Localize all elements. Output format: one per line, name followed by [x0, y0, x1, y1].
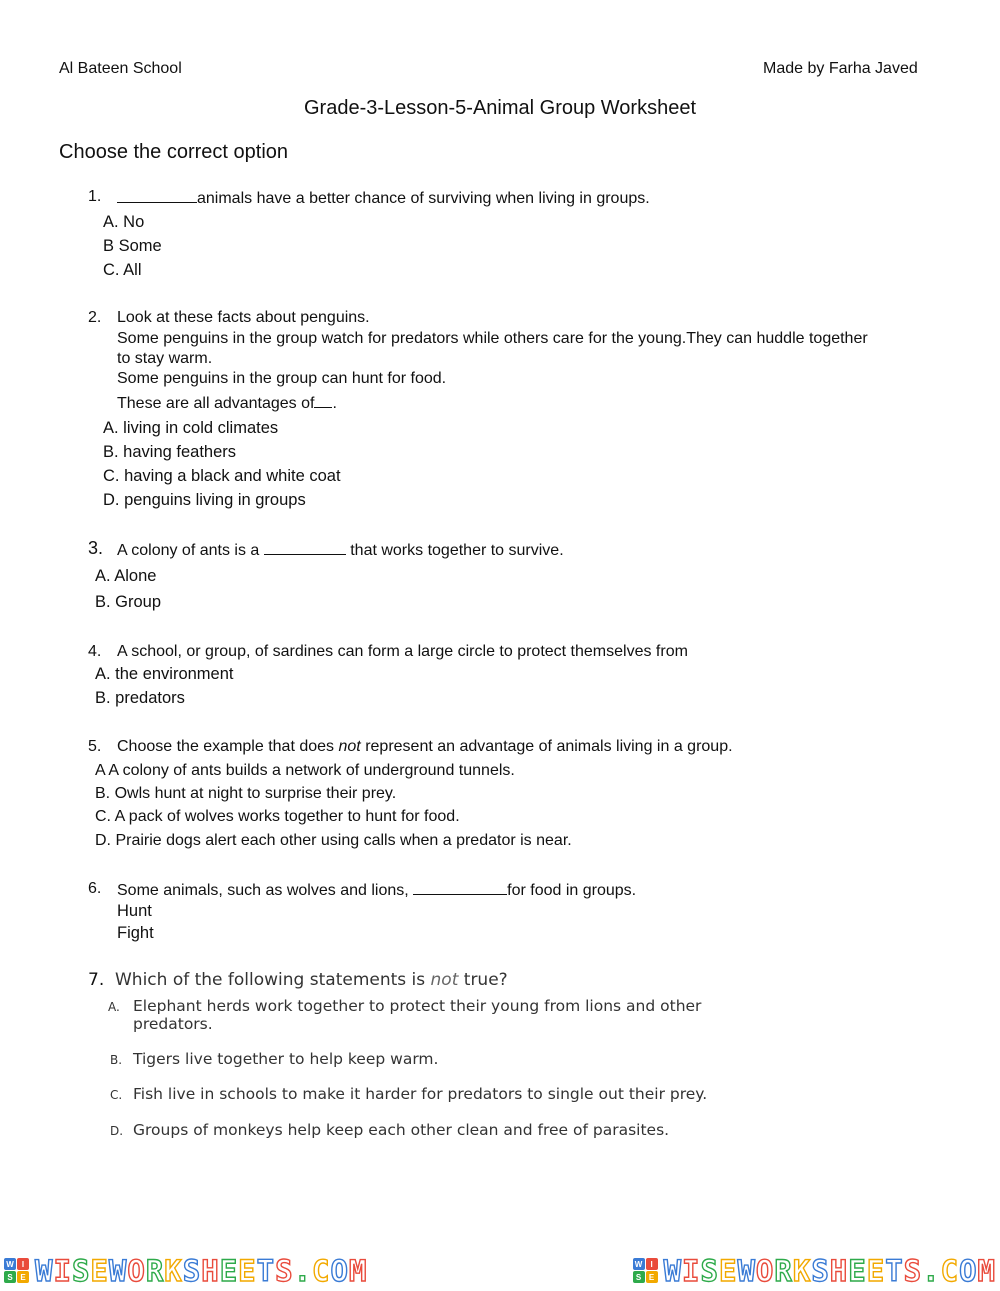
question-text: Some animals, such as wolves and lions,: [117, 882, 409, 899]
emphasis: not: [430, 970, 459, 990]
emphasis: not: [338, 738, 361, 755]
answer-blank[interactable]: [413, 880, 507, 895]
watermark-brand: [633, 1254, 996, 1288]
question-4: [0, 643, 1000, 663]
option-text: Tigers live together to help keep warm.: [133, 1050, 439, 1068]
option-b[interactable]: B. having feathers: [103, 443, 236, 461]
option-b[interactable]: B Some: [103, 237, 162, 255]
question-number: 6.: [88, 880, 102, 897]
logo-icon: W I S E: [633, 1258, 658, 1283]
question-text: Some penguins in the group can hunt for food.: [117, 370, 447, 387]
brand-text: WISEWORKSHEETS.COM: [35, 1253, 368, 1288]
author-credit: Made by Farha Javed: [763, 60, 918, 77]
question-text: Which of the following statements is: [115, 970, 426, 990]
school-name: Al Bateen School: [59, 60, 182, 77]
question-text-end: true?: [463, 970, 508, 990]
option-c[interactable]: C. A pack of wolves works together to hunt for food.: [95, 808, 460, 825]
option-b[interactable]: [0, 1050, 1000, 1070]
question-text: Look at these facts about penguins.: [117, 309, 370, 326]
question-number: 1.: [88, 188, 102, 205]
option-d[interactable]: [0, 1121, 1000, 1141]
prompt-end: .: [332, 395, 337, 412]
option-d[interactable]: D. Prairie dogs alert each other using calls when a predator is near.: [95, 832, 572, 849]
question-text-end: for food in groups.: [507, 882, 637, 899]
question-3: [0, 540, 1000, 560]
watermark-footer: [0, 1250, 1000, 1291]
option-c[interactable]: C. All: [103, 261, 142, 279]
brand-text: WISEWORKSHEETS.COM: [663, 1253, 996, 1288]
question-text: Choose the example that does: [117, 738, 335, 755]
option-a[interactable]: [0, 997, 1000, 1037]
option-text: Elephant herds work together to protect their young from lions and other: [133, 997, 702, 1015]
option-text: Fish live in schools to make it harder for predators to single out their prey.: [133, 1085, 708, 1103]
logo-icon: W I S E: [4, 1258, 29, 1283]
instructions: Choose the correct option: [59, 141, 289, 163]
option-b[interactable]: B. predators: [95, 689, 185, 707]
worksheet-title: Grade-3-Lesson-5-Animal Group Worksheet: [303, 97, 697, 119]
option-text-cont: predators.: [133, 1015, 213, 1033]
question-number: 2.: [88, 309, 102, 326]
option-c[interactable]: C. having a black and white coat: [103, 467, 341, 485]
answer-blank[interactable]: [264, 540, 346, 555]
question-number: 4.: [88, 643, 102, 660]
answer-blank[interactable]: [314, 393, 332, 408]
question-6: [0, 880, 1000, 900]
question-7: [0, 970, 1000, 992]
question-text: animals have a better chance of surviving when living in groups.: [197, 190, 650, 207]
option-b[interactable]: B. Owls hunt at night to surprise their prey.: [95, 785, 397, 802]
answer-blank[interactable]: [117, 188, 197, 203]
watermark-brand: [4, 1254, 367, 1288]
option-fight[interactable]: Fight: [117, 924, 154, 942]
question-1: [0, 188, 1000, 208]
option-hunt[interactable]: Hunt: [117, 902, 152, 920]
option-a[interactable]: A. No: [103, 213, 145, 231]
question-text-end: represent an advantage of animals living in a group.: [365, 738, 733, 755]
question-number: 7.: [88, 970, 105, 990]
question-text: to stay warm.: [117, 350, 213, 367]
question-text: A colony of ants is a: [117, 542, 260, 559]
question-prompt: [117, 393, 337, 413]
option-c[interactable]: [0, 1085, 1000, 1105]
option-letter: C.: [110, 1088, 123, 1102]
option-a[interactable]: A. living in cold climates: [103, 419, 279, 437]
option-b[interactable]: B. Group: [95, 593, 162, 611]
option-a[interactable]: A A colony of ants builds a network of underground tunnels.: [95, 762, 515, 779]
question-number: 5.: [88, 738, 102, 755]
question-number: 3.: [88, 538, 104, 558]
question-text: A school, or group, of sardines can form a large circle to protect themselves from: [117, 643, 688, 660]
question-text-end: that works together to survive.: [350, 542, 564, 559]
question-5: [0, 738, 1000, 758]
option-letter: A.: [108, 1000, 120, 1014]
question-text: Some penguins in the group watch for predators while others care for the young.They can huddle together: [117, 330, 868, 347]
prompt-text: These are all advantages of: [117, 395, 315, 412]
option-text: Groups of monkeys help keep each other clean and free of parasites.: [133, 1121, 670, 1139]
question-2: [0, 309, 1000, 329]
option-letter: D.: [110, 1124, 124, 1138]
option-a[interactable]: A. Alone: [95, 567, 157, 585]
option-letter: B.: [110, 1053, 123, 1067]
option-d[interactable]: D. penguins living in groups: [103, 491, 306, 509]
option-a[interactable]: A. the environment: [95, 665, 234, 683]
